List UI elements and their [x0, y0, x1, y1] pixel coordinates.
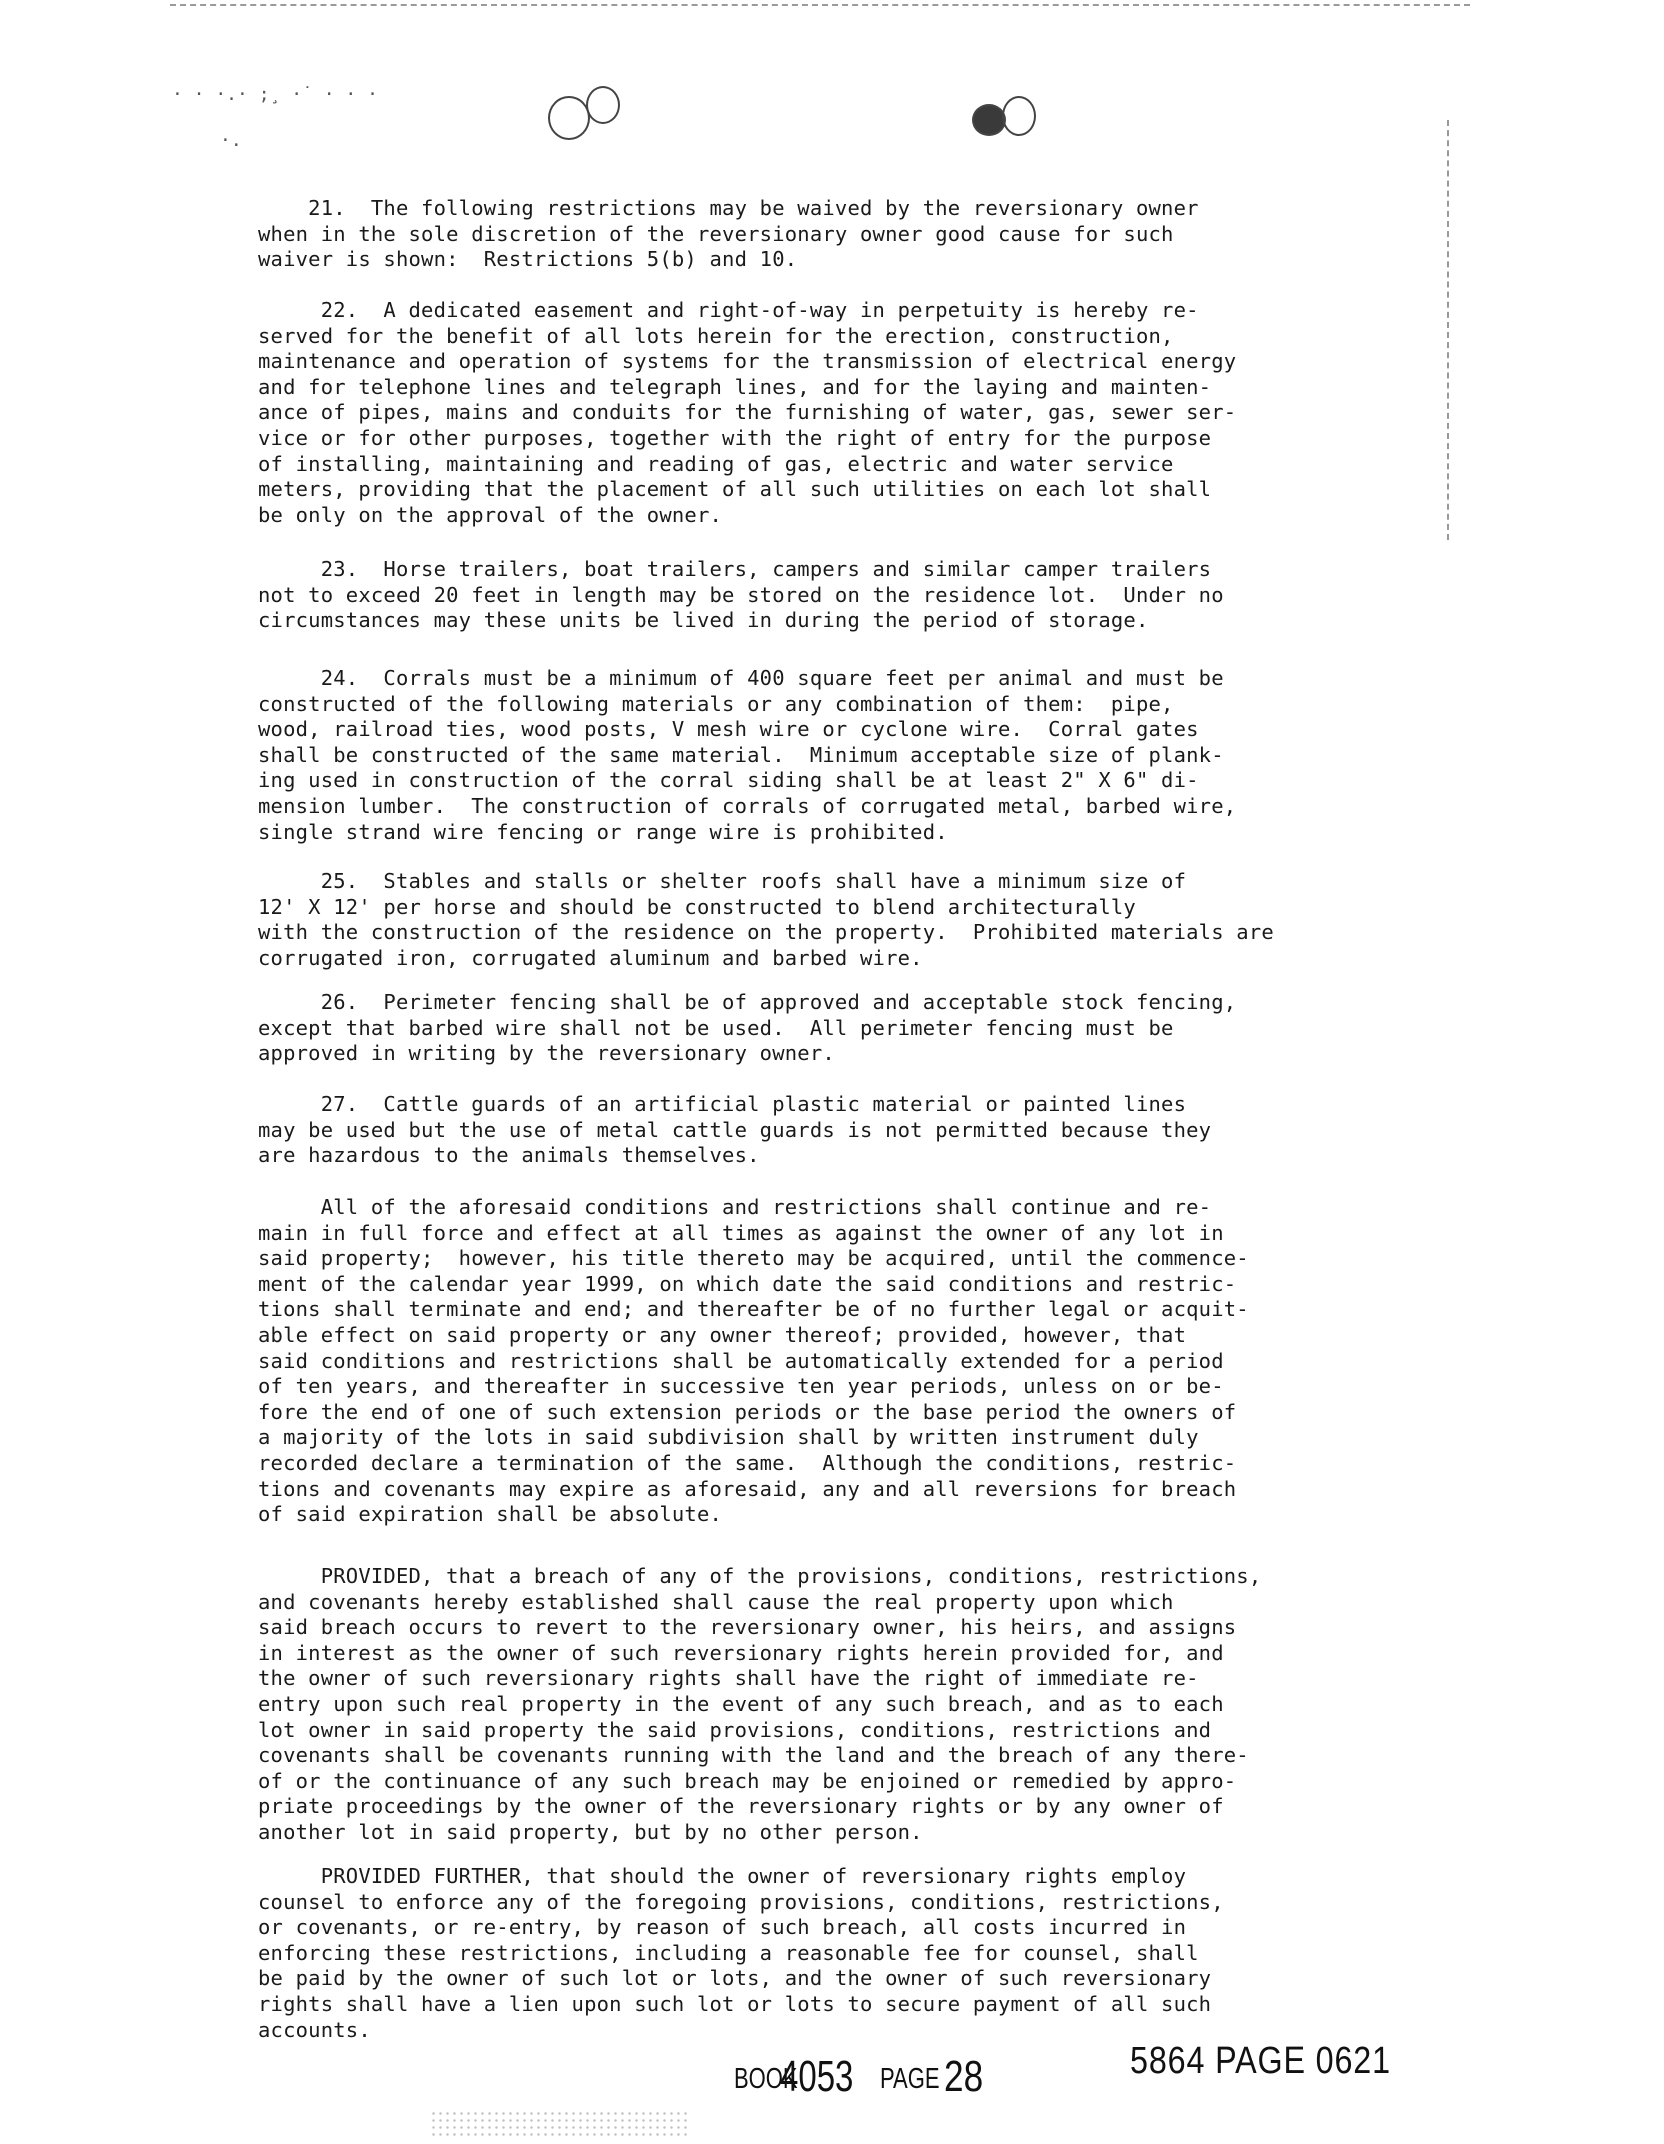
page-label: PAGE — [880, 2062, 940, 2095]
paragraph-p-term — [258, 1195, 1380, 1528]
text-line: counsel to enforce any of the foregoing provisions, conditions, restrictions, — [258, 1889, 1224, 1914]
text-line: of or the continuance of any such breach may be enjoined or remedied by appro- — [258, 1768, 1237, 1793]
paragraph-p25 — [258, 869, 1380, 971]
paragraph-p27 — [258, 1092, 1380, 1169]
text-line: with the construction of the residence on the property. Prohibited materials are — [258, 920, 1274, 945]
text-line: main in full force and effect at all times as against the owner of any lot in — [258, 1220, 1224, 1245]
text-line: a majority of the lots in said subdivision shall by written instrument duly — [258, 1425, 1199, 1450]
text-line: ment of the calendar year 1999, on which date the said conditions and restric- — [258, 1271, 1237, 1296]
text-line: served for the benefit of all lots herein for the erection, construction, — [258, 323, 1174, 348]
text-line: waiver is shown: Restrictions 5(b) and 10. — [258, 247, 798, 272]
text-line: said property; however, his title thereto may be acquired, until the commence- — [258, 1246, 1249, 1271]
text-line: circumstances may these units be lived in during the period of storage. — [258, 608, 1149, 633]
punch-hole-right-icon — [972, 104, 1006, 136]
text-line: not to exceed 20 feet in length may be stored on the residence lot. Under no — [258, 582, 1224, 607]
text-line: ance of pipes, mains and conduits for the furnishing of water, gas, sewer ser- — [258, 400, 1237, 425]
text-line: maintenance and operation of systems for the transmission of electrical energy — [258, 349, 1237, 374]
text-line: 25. Stables and stalls or shelter roofs shall have a minimum size of — [258, 869, 1187, 893]
text-line: priate proceedings by the owner of the reversionary rights or by any owner of — [258, 1794, 1224, 1819]
recording-stamp: 5864 PAGE 0621 — [1130, 2040, 1391, 2082]
scan-speckle: · · ·.· ;¸ ·˙ · · · — [172, 84, 378, 105]
text-line: PROVIDED FURTHER, that should the owner of reversionary rights employ — [258, 1864, 1187, 1888]
text-line: 21. The following restrictions may be waived by the reversionary owner — [258, 196, 1199, 220]
text-line: 24. Corrals must be a minimum of 400 square feet per animal and must be — [258, 666, 1224, 690]
page-number: 28 — [944, 2052, 984, 2101]
book-label: BOOK — [734, 2062, 798, 2095]
text-line: accounts. — [258, 2017, 371, 2042]
text-line: said breach occurs to revert to the reversionary owner, his heirs, and assigns — [258, 1615, 1237, 1640]
text-line: another lot in said property, but by no other person. — [258, 1819, 923, 1844]
text-line: are hazardous to the animals themselves. — [258, 1143, 760, 1168]
text-line: in interest as the owner of such reversionary rights herein provided for, and — [258, 1640, 1224, 1665]
text-line: lot owner in said property the said provisions, conditions, restrictions and — [258, 1717, 1212, 1742]
text-line: All of the aforesaid conditions and restrictions shall continue and re- — [258, 1195, 1212, 1219]
text-line: recorded declare a termination of the same. Although the conditions, restric- — [258, 1450, 1237, 1475]
text-line: ing used in construction of the corral siding shall be at least 2" X 6" di- — [258, 768, 1199, 793]
text-line: of said expiration shall be absolute. — [258, 1502, 723, 1527]
text-line: 23. Horse trailers, boat trailers, campers and similar camper trailers — [258, 557, 1212, 581]
scan-speckle — [430, 2110, 690, 2138]
text-line: tions shall terminate and end; and thereafter be of no further legal or acquit- — [258, 1297, 1249, 1322]
text-line: shall be constructed of the same material. Minimum acceptable size of plank- — [258, 742, 1224, 767]
text-line: wood, railroad ties, wood posts, V mesh wire or cyclone wire. Corral gates — [258, 717, 1199, 742]
paragraph-p26 — [258, 990, 1380, 1067]
paragraph-p-provided-further — [258, 1864, 1380, 2043]
text-line: of installing, maintaining and reading of gas, electric and water service — [258, 451, 1174, 476]
text-line: rights shall have a lien upon such lot or lots to secure payment of all such — [258, 1991, 1212, 2016]
text-line: PROVIDED, that a breach of any of the provisions, conditions, restrictions, — [258, 1564, 1262, 1588]
text-line: fore the end of one of such extension periods or the base period the owners of — [258, 1399, 1237, 1424]
scan-edge-rule — [170, 4, 1470, 6]
text-line: mension lumber. The construction of corrals of corrugated metal, barbed wire, — [258, 793, 1237, 818]
text-line: enforcing these restrictions, including a reasonable fee for counsel, shall — [258, 1940, 1199, 1965]
text-line: entry upon such real property in the event of any such breach, and as to each — [258, 1691, 1224, 1716]
text-line: and for telephone lines and telegraph lines, and for the laying and mainten- — [258, 374, 1212, 399]
text-line: covenants shall be covenants running with the land and the breach of any there- — [258, 1743, 1249, 1768]
text-line: and covenants hereby established shall cause the real property upon which — [258, 1589, 1174, 1614]
text-line: be paid by the owner of such lot or lots, and the owner of such reversionary — [258, 1966, 1212, 1991]
text-line: 12' X 12' per horse and should be constructed to blend architecturally — [258, 894, 1136, 919]
text-line: or covenants, or re-entry, by reason of such breach, all costs incurred in — [258, 1915, 1187, 1940]
text-line: 22. A dedicated easement and right-of-way in perpetuity is hereby re- — [258, 298, 1199, 322]
text-line: the owner of such reversionary rights shall have the right of immediate re- — [258, 1666, 1199, 1691]
text-line: when in the sole discretion of the reversionary owner good cause for such — [258, 221, 1174, 246]
scan-edge-line — [1447, 120, 1449, 540]
text-line: said conditions and restrictions shall be automatically extended for a period — [258, 1348, 1224, 1373]
book-number: 4053 — [780, 2052, 854, 2101]
paragraph-p23 — [258, 557, 1380, 634]
text-line: may be used but the use of metal cattle guards is not permitted because they — [258, 1117, 1212, 1142]
paragraph-p21 — [258, 196, 1380, 273]
text-line: single strand wire fencing or range wire is prohibited. — [258, 819, 948, 844]
text-line: approved in writing by the reversionary owner. — [258, 1041, 835, 1066]
text-line: 27. Cattle guards of an artificial plastic material or painted lines — [258, 1092, 1187, 1116]
paragraph-p-provided — [258, 1564, 1380, 1846]
punch-hole-left-icon — [548, 96, 590, 140]
text-line: constructed of the following materials or any combination of them: pipe, — [258, 691, 1174, 716]
text-line: 26. Perimeter fencing shall be of approved and acceptable stock fencing, — [258, 990, 1237, 1014]
text-line: be only on the approval of the owner. — [258, 502, 723, 527]
text-line: corrugated iron, corrugated aluminum and barbed wire. — [258, 945, 923, 970]
paragraph-p24 — [258, 666, 1380, 845]
text-line: except that barbed wire shall not be used. All perimeter fencing must be — [258, 1015, 1174, 1040]
punch-hole-left-outline-icon — [586, 86, 620, 124]
text-line: vice or for other purposes, together with the right of entry for the purpose — [258, 425, 1212, 450]
text-line: meters, providing that the placement of all such utilities on each lot shall — [258, 477, 1212, 502]
text-line: of ten years, and thereafter in successive ten year periods, unless on or be- — [258, 1374, 1224, 1399]
paragraph-p22 — [258, 298, 1380, 528]
scan-speckle: ·. — [220, 130, 242, 151]
text-line: tions and covenants may expire as aforesaid, any and all reversions for breach — [258, 1476, 1237, 1501]
punch-hole-right-outline-icon — [1002, 96, 1036, 136]
text-line: able effect on said property or any owner thereof; provided, however, that — [258, 1322, 1187, 1347]
